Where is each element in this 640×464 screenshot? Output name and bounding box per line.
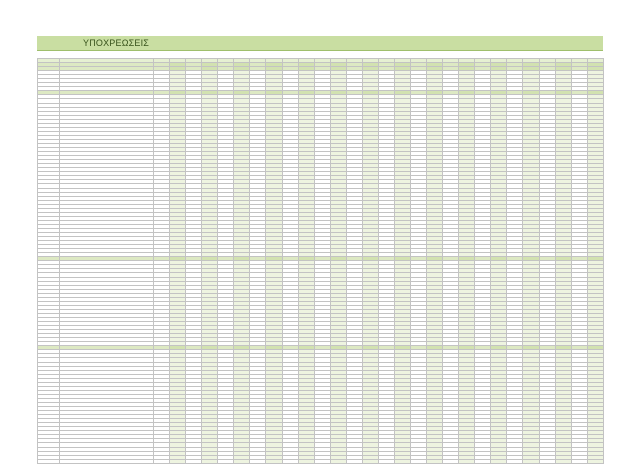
- value-cell: [218, 459, 234, 463]
- value-cell: [170, 459, 186, 463]
- value-cell: [475, 459, 491, 463]
- value-cell: [555, 459, 571, 463]
- row-label-cell: [60, 459, 154, 463]
- value-cell: [282, 459, 298, 463]
- value-cell: [523, 459, 539, 463]
- title-spacer: [37, 51, 603, 58]
- value-cell: [362, 459, 378, 463]
- value-cell: [491, 459, 507, 463]
- value-cell: [507, 459, 523, 463]
- spreadsheet-sheet: [37, 36, 603, 428]
- value-cell: [186, 459, 202, 463]
- table-row: [38, 459, 604, 463]
- value-cell: [202, 459, 218, 463]
- value-cell: [587, 459, 603, 463]
- value-cell: [394, 459, 410, 463]
- value-cell: [571, 459, 587, 463]
- value-cell: [314, 459, 330, 463]
- value-cell: [427, 459, 443, 463]
- value-cell: [346, 459, 362, 463]
- value-cell: [539, 459, 555, 463]
- value-cell: [459, 459, 475, 463]
- value-cell: [330, 459, 346, 463]
- table-body: [38, 59, 604, 464]
- value-cell: [298, 459, 314, 463]
- value-cell: [411, 459, 427, 463]
- value-cell: [234, 459, 250, 463]
- value-cell: [250, 459, 266, 463]
- title-band: [37, 36, 603, 51]
- row-code-cell: [38, 459, 60, 463]
- sheet-title: ΥΠΟΧΡΕΩΣΕΙΣ: [83, 38, 150, 48]
- value-cell: [378, 459, 394, 463]
- value-cell: [443, 459, 459, 463]
- value-cell: [154, 459, 170, 463]
- liabilities-table: [37, 58, 604, 464]
- value-cell: [266, 459, 282, 463]
